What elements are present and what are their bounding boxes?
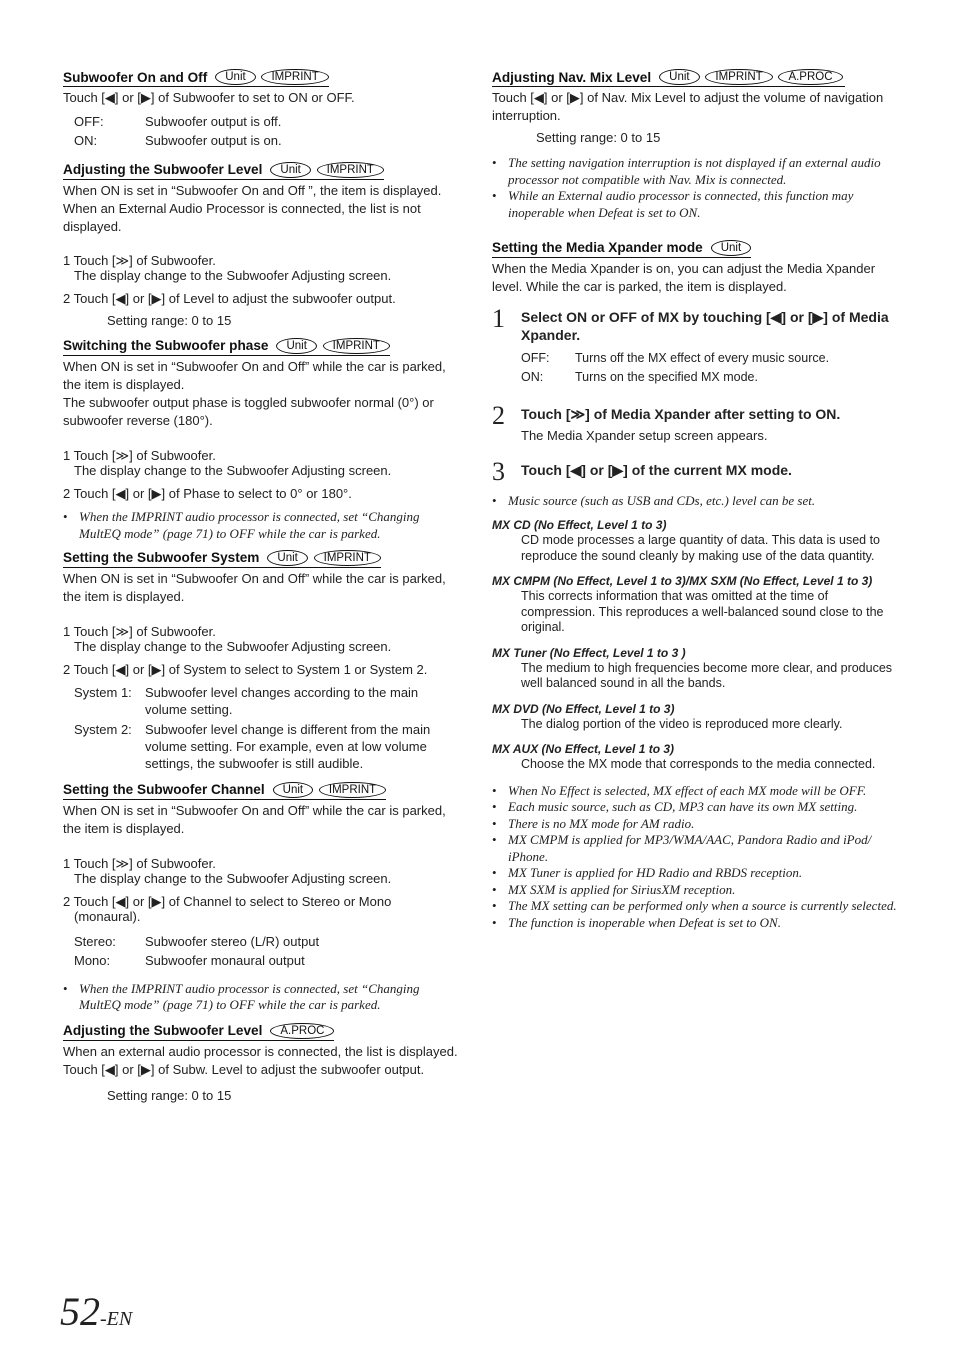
section-title: Adjusting the Subwoofer Level Unit IMPRINT	[63, 161, 384, 179]
tag-imprint: IMPRINT	[317, 162, 384, 178]
step: 2 Touch [◀] or [▶] of System to select to System 1 or System 2.	[63, 661, 428, 677]
section-title: Adjusting Nav. Mix Level Unit IMPRINT A.PROC	[492, 69, 845, 87]
section-title: Switching the Subwoofer phase Unit IMPRINT	[63, 337, 390, 355]
section-title: Subwoofer On and Off Unit IMPRINT	[63, 69, 329, 87]
step-2: 2 Touch [≫] of Media Xpander after setting to ON.	[492, 400, 841, 430]
paragraph: Touch [◀] or [▶] of Nav. Mix Level to adjust the volume of navigation interruption.	[492, 90, 884, 124]
tag-unit: Unit	[273, 782, 313, 798]
mx-mode-item: MX CD (No Effect, Level 1 to 3) CD mode processes a large quantity of data. This data is used to reproduce the sound cleanly by making use of the data quantity.	[492, 518, 880, 563]
note: • The MX setting can be performed only when a source is currently selected.	[492, 898, 897, 914]
tag-aproc: A.PROC	[270, 1023, 334, 1039]
section-title: Setting the Subwoofer System Unit IMPRINT	[63, 549, 381, 567]
paragraph: When ON is set in “Subwoofer On and Off” while the car is parked, the item is displayed.	[63, 358, 446, 392]
definition-row: OFF: Subwoofer output is off.	[74, 114, 282, 130]
note: • When No Effect is selected, MX effect of each MX mode will be OFF.	[492, 782, 867, 798]
note: • There is no MX mode for AM radio.	[492, 815, 695, 831]
definition-row: ON: Turns on the specified MX mode.	[521, 369, 758, 384]
section-title: Setting the Subwoofer Channel Unit IMPRINT	[63, 781, 386, 799]
step: 1 Touch [≫] of Subwoofer. The display change to the Subwoofer Adjusting screen.	[63, 855, 392, 887]
section-adjusting-subwoofer-level	[63, 160, 463, 330]
note: • Music source (such as USB and CDs, etc.) level can be set.	[492, 492, 816, 508]
step: 1 Touch [≫] of Subwoofer. The display change to the Subwoofer Adjusting screen.	[63, 623, 392, 655]
note: • When the IMPRINT audio processor is connected, set “Changing MultEQ mode” (page 71) to OFF while the car is parked.	[63, 980, 420, 1013]
definition-row: System 1: Subwoofer level changes according to the main volume setting.	[74, 685, 419, 718]
step: 2 Touch [◀] or [▶] of Phase to select to 0° or 180°.	[63, 485, 352, 501]
paragraph: When ON is set in “Subwoofer On and Off” while the car is parked, the item is displayed.	[63, 802, 446, 836]
note: • While an External audio processor is connected, this function may inoperable when Defeat is set to ON.	[492, 188, 854, 220]
step: 2 Touch [◀] or [▶] of Level to adjust the subwoofer output.	[63, 290, 396, 306]
section-subwoofer-channel	[63, 780, 463, 1013]
mx-mode-item: MX AUX (No Effect, Level 1 to 3) Choose the MX mode that corresponds to the media connected.	[492, 742, 876, 772]
note: • MX CMPM is applied for MP3/WMA/AAC, Pandora Radio and iPod/ iPhone.	[492, 832, 872, 864]
tag-unit: Unit	[267, 550, 307, 566]
paragraph: When ON is set in “Subwoofer On and Off” while the car is parked, the item is displayed.	[63, 570, 446, 604]
definition-row: System 2: Subwoofer level change is different from the main volume setting. For example, even at low volume settings, the subwoofer is still audible.	[74, 722, 431, 772]
section-title: Adjusting the Subwoofer Level A.PROC	[63, 1023, 334, 1041]
tag-imprint: IMPRINT	[705, 69, 772, 85]
note: • When the IMPRINT audio processor is connected, set “Changing MultEQ mode” (page 71) to OFF while the car is parked.	[63, 509, 420, 541]
tag-imprint: IMPRINT	[261, 69, 328, 85]
section-title: Setting the Media Xpander mode Unit	[492, 239, 751, 257]
setting-range: Setting range: 0 to 15	[107, 313, 232, 329]
mx-mode-list	[492, 517, 897, 773]
step-2-description: The Media Xpander setup screen appears.	[521, 427, 768, 443]
tag-unit: Unit	[276, 338, 316, 354]
paragraph: Touch [◀] or [▶] of Subw. Level to adjust the subwoofer output.	[63, 1061, 425, 1077]
step: 1 Touch [≫] of Subwoofer. The display change to the Subwoofer Adjusting screen.	[63, 252, 392, 284]
setting-range: Setting range: 0 to 15	[107, 1087, 232, 1103]
step: 2 Touch [◀] or [▶] of Channel to select to Stereo or Mono (monaural).	[63, 893, 392, 925]
mx-mode-item: MX Tuner (No Effect, Level 1 to 3 ) The medium to high frequencies become more clear, and produces well balanced sound in all the bands.	[492, 645, 893, 691]
note: • Each music source, such as CD, MP3 can have its own MX setting.	[492, 799, 858, 815]
paragraph: When ON is set in “Subwoofer On and Off ”, the item is displayed.	[63, 182, 442, 198]
note: • The function is inoperable when Defeat is set to ON.	[492, 914, 781, 930]
paragraph: The subwoofer output phase is toggled subwoofer normal (0°) or subwoofer reverse (180°).	[63, 394, 434, 428]
paragraph: When an External Audio Processor is connected, the list is not displayed.	[63, 200, 421, 234]
step-3: 3 Touch [◀] or [▶] of the current MX mode.	[492, 456, 792, 486]
setting-range: Setting range: 0 to 15	[536, 130, 661, 146]
mx-mode-item: MX CMPM (No Effect, Level 1 to 3)/MX SXM (No Effect, Level 1 to 3) This corrects information that was omitted at the time of compression. This reproduces a well-balanced sound close to the original.	[492, 574, 884, 635]
definition-row: Mono: Subwoofer monaural output	[74, 952, 305, 968]
paragraph: Touch [◀] or [▶] of Subwoofer to set to ON or OFF.	[63, 90, 355, 106]
tag-unit: Unit	[270, 162, 310, 178]
section-media-xpander	[492, 238, 897, 931]
note: • MX Tuner is applied for HD Radio and RBDS reception.	[492, 865, 803, 881]
section-adjusting-subwoofer-level-aproc	[63, 1022, 463, 1105]
step: 1 Touch [≫] of Subwoofer. The display change to the Subwoofer Adjusting screen.	[63, 447, 392, 479]
tag-unit: Unit	[711, 240, 751, 256]
tag-unit: Unit	[215, 69, 255, 85]
notes-list	[492, 783, 897, 932]
mx-mode-item: MX DVD (No Effect, Level 1 to 3) The dialog portion of the video is reproduced more clearly.	[492, 701, 843, 731]
section-subwoofer-system	[63, 548, 463, 772]
tag-imprint: IMPRINT	[314, 550, 381, 566]
definition-row: ON: Subwoofer output is on.	[74, 133, 282, 149]
note: • The setting navigation interruption is not displayed if an external audio processor not compatible with Nav. Mix is connected.	[492, 155, 881, 187]
note: • MX SXM is applied for SiriusXM reception.	[492, 881, 736, 897]
tag-imprint: IMPRINT	[319, 782, 386, 798]
page-number: 52-EN	[60, 1289, 133, 1334]
tag-unit: Unit	[659, 69, 699, 85]
section-nav-mix-level	[492, 68, 897, 221]
step-1: 1 Select ON or OFF of MX by touching [◀] or [▶] of Media Xpander.	[492, 303, 889, 343]
section-switching-subwoofer-phase	[63, 336, 463, 542]
section-subwoofer-on-off	[63, 68, 463, 149]
tag-aproc: A.PROC	[778, 69, 842, 85]
paragraph: When an external audio processor is connected, the list is displayed.	[63, 1043, 458, 1059]
paragraph: When the Media Xpander is on, you can adjust the Media Xpander level. While the car is parked, the item is displayed.	[492, 260, 876, 294]
left-column	[63, 68, 463, 1105]
definition-row: OFF: Turns off the MX effect of every music source.	[521, 350, 830, 365]
right-column	[492, 68, 897, 931]
tag-imprint: IMPRINT	[323, 338, 390, 354]
definition-row: Stereo: Subwoofer stereo (L/R) output	[74, 933, 320, 949]
